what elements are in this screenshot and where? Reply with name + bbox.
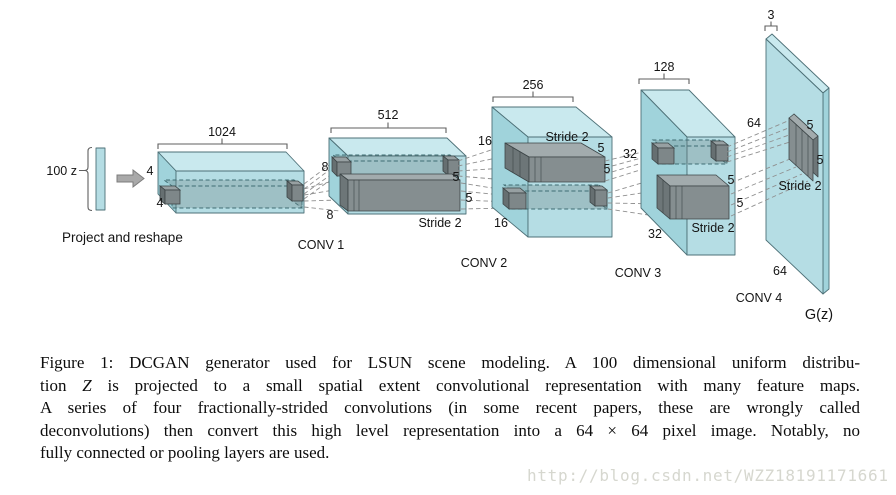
kernel-5-label: 5 xyxy=(806,118,814,132)
caption-line: tion Z is projected to a small spatial extent convolutional representation with many feature maps. xyxy=(40,375,860,395)
stride-label-conv4: Stride 2 xyxy=(778,179,822,193)
channels-512-label: 512 xyxy=(377,108,399,122)
receptive-field-top xyxy=(164,180,302,186)
caption-line: A series of four fractionally-strided convolutions (in some recent papers, these are wrongly called xyxy=(40,398,860,417)
kernel-5-label: 5 xyxy=(465,191,473,205)
filter-front-face xyxy=(670,186,729,219)
kernel-5-label: 5 xyxy=(736,196,744,210)
size-32-bottom-label: 32 xyxy=(648,227,662,241)
size-16-top-label: 16 xyxy=(478,134,492,148)
kernel-side xyxy=(711,141,716,161)
receptive-field-front xyxy=(172,186,302,208)
kernel-5-label: 5 xyxy=(603,162,611,176)
caption-line: fully connected or pooling layers are used. xyxy=(40,443,330,462)
channels-bracket-256 xyxy=(493,92,573,103)
z-vector-plate xyxy=(96,148,105,210)
kernel-side xyxy=(590,186,595,206)
size-4-top-label: 4 xyxy=(146,164,154,178)
caption-line: deconvolutions) then convert this high level representation into a 64 × 64 pixel image. Notably, no xyxy=(40,420,860,440)
stride-label-conv3: Stride 2 xyxy=(691,221,735,235)
channels-1024-label: 1024 xyxy=(208,125,236,139)
channels-bracket-3 xyxy=(765,22,777,32)
input-layer xyxy=(79,148,144,211)
channels-bracket-128 xyxy=(639,74,689,85)
math-variable-z: Z xyxy=(82,375,92,395)
layer-conv1-box xyxy=(329,123,466,215)
input-label: 100 z xyxy=(46,164,77,178)
kernel-5-label: 5 xyxy=(816,153,824,167)
stride-label-conv2: Stride 2 xyxy=(545,130,589,144)
size-8-top-label: 8 xyxy=(321,160,329,174)
figure-caption xyxy=(40,352,860,465)
conv2-name-label: CONV 2 xyxy=(460,256,508,270)
plate-right-edge xyxy=(823,88,829,294)
reshape-arrow-icon xyxy=(117,170,144,187)
channels-bracket-512 xyxy=(331,123,446,134)
size-64-top-label: 64 xyxy=(747,116,761,130)
receptive-field-top xyxy=(333,155,458,161)
kernel-front xyxy=(658,148,674,164)
size-32-top-label: 32 xyxy=(623,147,637,161)
conv4-name-label: CONV 4 xyxy=(735,291,783,305)
channels-128-label: 128 xyxy=(653,60,675,74)
kernel-5-label: 5 xyxy=(727,173,735,187)
filter-front-face xyxy=(529,157,605,182)
channels-3-label: 3 xyxy=(767,8,775,22)
filter-top-face xyxy=(340,174,460,180)
size-64-bottom-label: 64 xyxy=(773,264,787,278)
kernel-5-label: 5 xyxy=(597,141,605,155)
caption-line: Figure 1: DCGAN generator used for LSUN scene modeling. A 100 dimensional uniform distribu- xyxy=(40,353,860,372)
conv3-name-label: CONV 3 xyxy=(614,266,662,280)
kernel-side xyxy=(287,181,292,201)
kernel-front xyxy=(292,185,303,201)
box-top-face xyxy=(158,152,304,171)
kernel-front xyxy=(595,190,607,206)
size-8-bottom-label: 8 xyxy=(326,208,334,222)
kernel-front xyxy=(509,193,526,209)
z-brace xyxy=(79,148,92,211)
box-top-face xyxy=(329,138,466,156)
channels-256-label: 256 xyxy=(522,78,544,92)
layer-conv2-box xyxy=(492,92,612,238)
conv1-name-label: CONV 1 xyxy=(297,238,345,252)
project-reshape-label: Project and reshape xyxy=(62,230,183,245)
kernel-front xyxy=(716,145,728,161)
kernel-front xyxy=(165,190,180,204)
size-16-bottom-label: 16 xyxy=(494,216,508,230)
output-gz-label: G(z) xyxy=(804,307,834,323)
filter-front-face xyxy=(348,180,460,211)
filter-side-face xyxy=(340,174,348,211)
watermark-url: http://blog.csdn.net/WZZ18191171661 xyxy=(527,466,889,485)
layer-reshape-box xyxy=(158,139,304,214)
stride-label-conv1: Stride 2 xyxy=(418,216,462,230)
size-4-bottom-label: 4 xyxy=(156,196,164,210)
channels-bracket-1024 xyxy=(158,139,287,150)
kernel-5-label: 5 xyxy=(452,170,460,184)
